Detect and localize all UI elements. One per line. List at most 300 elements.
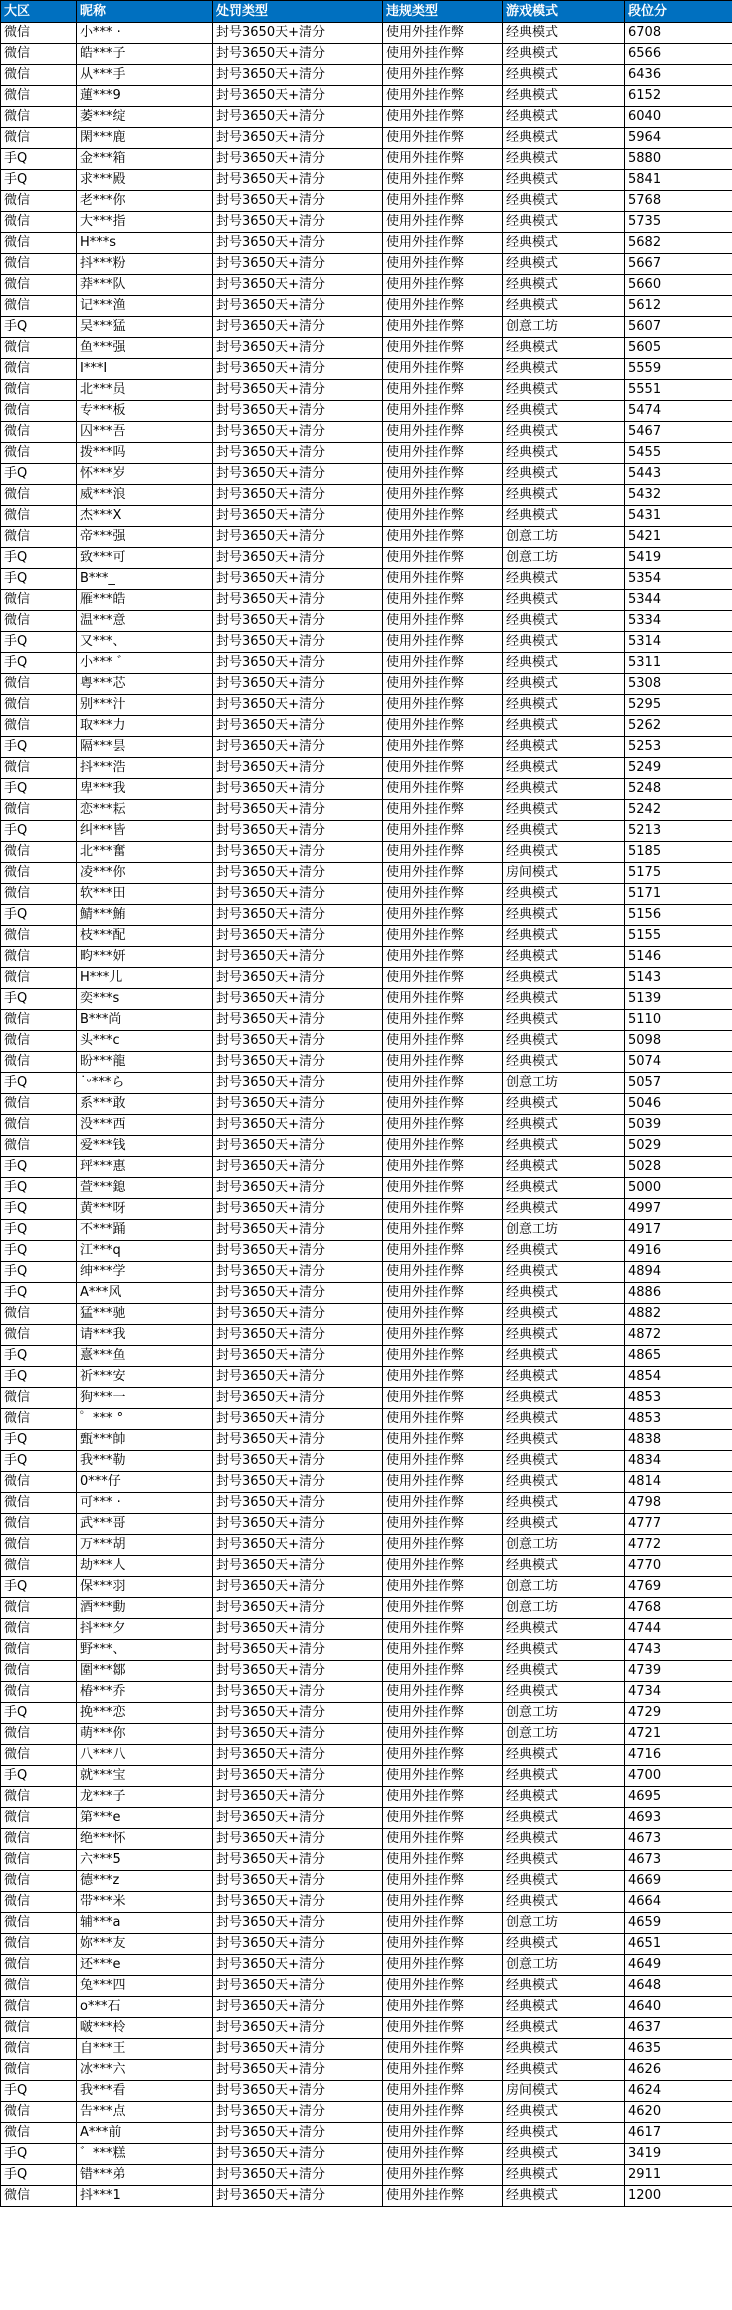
- cell-penalty: 封号3650天+清分: [213, 212, 383, 233]
- table-row: [1, 1073, 732, 1094]
- table-row: [1, 1241, 732, 1262]
- cell-region: 手Q: [1, 779, 77, 800]
- cell-mode: 经典模式: [503, 1661, 625, 1682]
- cell-nickname: 取***力: [77, 716, 213, 737]
- cell-rank-score: 5880: [625, 149, 732, 170]
- cell-violation: 使用外挂作弊: [383, 758, 503, 779]
- cell-rank-score: 4721: [625, 1724, 732, 1745]
- cell-region: 微信: [1, 1724, 77, 1745]
- table-row: [1, 569, 732, 590]
- cell-nickname: 拨***吗: [77, 443, 213, 464]
- cell-nickname: 威***浪: [77, 485, 213, 506]
- table-row: [1, 107, 732, 128]
- cell-mode: 经典模式: [503, 23, 625, 44]
- cell-region: 手Q: [1, 1703, 77, 1724]
- cell-nickname: 抖***夕: [77, 1619, 213, 1640]
- cell-region: 微信: [1, 1136, 77, 1157]
- cell-nickname: 皓***子: [77, 44, 213, 65]
- table-row: [1, 2165, 732, 2186]
- cell-rank-score: 5155: [625, 926, 732, 947]
- cell-region: 微信: [1, 506, 77, 527]
- cell-region: 手Q: [1, 653, 77, 674]
- cell-region: 微信: [1, 1745, 77, 1766]
- cell-penalty: 封号3650天+清分: [213, 1745, 383, 1766]
- cell-penalty: 封号3650天+清分: [213, 716, 383, 737]
- cell-nickname: 0***仔: [77, 1472, 213, 1493]
- cell-mode: 经典模式: [503, 737, 625, 758]
- cell-rank-score: 5964: [625, 128, 732, 149]
- cell-mode: 经典模式: [503, 1241, 625, 1262]
- cell-mode: 经典模式: [503, 149, 625, 170]
- table-row: [1, 947, 732, 968]
- table-row: [1, 1115, 732, 1136]
- cell-violation: 使用外挂作弊: [383, 422, 503, 443]
- table-row: [1, 1010, 732, 1031]
- table-row: [1, 380, 732, 401]
- cell-nickname: 萱***鎴: [77, 1178, 213, 1199]
- cell-region: 微信: [1, 1115, 77, 1136]
- cell-nickname: 爱***钱: [77, 1136, 213, 1157]
- cell-region: 微信: [1, 23, 77, 44]
- table-row: [1, 1808, 732, 1829]
- cell-violation: 使用外挂作弊: [383, 1052, 503, 1073]
- cell-mode: 经典模式: [503, 800, 625, 821]
- cell-penalty: 封号3650天+清分: [213, 1535, 383, 1556]
- cell-region: 微信: [1, 107, 77, 128]
- table-row: [1, 1871, 732, 1892]
- table-row: [1, 2018, 732, 2039]
- cell-rank-score: 5311: [625, 653, 732, 674]
- cell-region: 微信: [1, 1955, 77, 1976]
- cell-region: 手Q: [1, 737, 77, 758]
- cell-mode: 经典模式: [503, 1430, 625, 1451]
- cell-region: 微信: [1, 296, 77, 317]
- cell-region: 微信: [1, 1619, 77, 1640]
- cell-rank-score: 4814: [625, 1472, 732, 1493]
- cell-region: 微信: [1, 65, 77, 86]
- cell-region: 手Q: [1, 317, 77, 338]
- cell-penalty: 封号3650天+清分: [213, 800, 383, 821]
- cell-penalty: 封号3650天+清分: [213, 2144, 383, 2165]
- cell-mode: 经典模式: [503, 1787, 625, 1808]
- cell-violation: 使用外挂作弊: [383, 863, 503, 884]
- cell-rank-score: 5474: [625, 401, 732, 422]
- cell-rank-score: 4853: [625, 1388, 732, 1409]
- cell-penalty: 封号3650天+清分: [213, 758, 383, 779]
- cell-penalty: 封号3650天+清分: [213, 1682, 383, 1703]
- cell-mode: 经典模式: [503, 275, 625, 296]
- cell-rank-score: 5455: [625, 443, 732, 464]
- cell-penalty: 封号3650天+清分: [213, 1262, 383, 1283]
- cell-rank-score: 5559: [625, 359, 732, 380]
- cell-nickname: 凌***你: [77, 863, 213, 884]
- cell-violation: 使用外挂作弊: [383, 1703, 503, 1724]
- cell-region: 手Q: [1, 2081, 77, 2102]
- cell-mode: 经典模式: [503, 1010, 625, 1031]
- cell-region: 微信: [1, 1535, 77, 1556]
- cell-region: 手Q: [1, 1220, 77, 1241]
- cell-mode: 经典模式: [503, 716, 625, 737]
- cell-violation: 使用外挂作弊: [383, 1094, 503, 1115]
- cell-rank-score: 4872: [625, 1325, 732, 1346]
- table-row: [1, 191, 732, 212]
- cell-mode: 经典模式: [503, 212, 625, 233]
- cell-region: 微信: [1, 2060, 77, 2081]
- cell-rank-score: 5467: [625, 422, 732, 443]
- cell-rank-score: 5143: [625, 968, 732, 989]
- cell-penalty: 封号3650天+清分: [213, 842, 383, 863]
- cell-nickname: 小*** ゛: [77, 653, 213, 674]
- cell-rank-score: 4673: [625, 1829, 732, 1850]
- cell-penalty: 封号3650天+清分: [213, 170, 383, 191]
- table-row: [1, 1829, 732, 1850]
- cell-rank-score: 6566: [625, 44, 732, 65]
- cell-region: 微信: [1, 1682, 77, 1703]
- table-row: [1, 44, 732, 65]
- cell-region: 手Q: [1, 1073, 77, 1094]
- cell-penalty: 封号3650天+清分: [213, 254, 383, 275]
- cell-mode: 经典模式: [503, 1409, 625, 1430]
- cell-rank-score: 1200: [625, 2186, 732, 2207]
- cell-region: 微信: [1, 128, 77, 149]
- table-row: [1, 1409, 732, 1430]
- cell-mode: 经典模式: [503, 380, 625, 401]
- cell-region: 微信: [1, 212, 77, 233]
- table-row: [1, 254, 732, 275]
- cell-rank-score: 5028: [625, 1157, 732, 1178]
- cell-nickname: 枝***配: [77, 926, 213, 947]
- cell-region: 微信: [1, 611, 77, 632]
- cell-region: 手Q: [1, 1430, 77, 1451]
- table-row: [1, 317, 732, 338]
- cell-penalty: 封号3650天+清分: [213, 2186, 383, 2207]
- table-row: [1, 359, 732, 380]
- cell-mode: 经典模式: [503, 884, 625, 905]
- cell-mode: 经典模式: [503, 1514, 625, 1535]
- cell-penalty: 封号3650天+清分: [213, 1220, 383, 1241]
- cell-nickname: 错***弟: [77, 2165, 213, 2186]
- table-row: [1, 1325, 732, 1346]
- cell-violation: 使用外挂作弊: [383, 800, 503, 821]
- cell-violation: 使用外挂作弊: [383, 1010, 503, 1031]
- cell-region: 手Q: [1, 149, 77, 170]
- cell-mode: 经典模式: [503, 191, 625, 212]
- cell-violation: 使用外挂作弊: [383, 443, 503, 464]
- table-row: [1, 884, 732, 905]
- cell-nickname: 六***5: [77, 1850, 213, 1871]
- cell-violation: 使用外挂作弊: [383, 1766, 503, 1787]
- cell-penalty: 封号3650天+清分: [213, 653, 383, 674]
- cell-penalty: 封号3650天+清分: [213, 1724, 383, 1745]
- table-row: [1, 758, 732, 779]
- table-row: [1, 527, 732, 548]
- cell-violation: 使用外挂作弊: [383, 1388, 503, 1409]
- cell-rank-score: 4620: [625, 2102, 732, 2123]
- cell-violation: 使用外挂作弊: [383, 86, 503, 107]
- cell-region: 微信: [1, 2102, 77, 2123]
- cell-nickname: 畇***妍: [77, 947, 213, 968]
- cell-nickname: 致***可: [77, 548, 213, 569]
- cell-violation: 使用外挂作弊: [383, 842, 503, 863]
- cell-region: 微信: [1, 758, 77, 779]
- cell-nickname: 酒***動: [77, 1598, 213, 1619]
- cell-penalty: 封号3650天+清分: [213, 989, 383, 1010]
- cell-violation: 使用外挂作弊: [383, 401, 503, 422]
- table-row: [1, 842, 732, 863]
- cell-mode: 经典模式: [503, 2186, 625, 2207]
- cell-nickname: 还***e: [77, 1955, 213, 1976]
- cell-violation: 使用外挂作弊: [383, 968, 503, 989]
- cell-region: 微信: [1, 1493, 77, 1514]
- cell-penalty: 封号3650天+清分: [213, 338, 383, 359]
- cell-rank-score: 5139: [625, 989, 732, 1010]
- cell-penalty: 封号3650天+清分: [213, 317, 383, 338]
- cell-nickname: 老***你: [77, 191, 213, 212]
- cell-rank-score: 5443: [625, 464, 732, 485]
- cell-penalty: 封号3650天+清分: [213, 1157, 383, 1178]
- table-row: [1, 443, 732, 464]
- cell-violation: 使用外挂作弊: [383, 1997, 503, 2018]
- cell-nickname: 记***渔: [77, 296, 213, 317]
- cell-nickname: A***风: [77, 1283, 213, 1304]
- cell-region: 微信: [1, 842, 77, 863]
- cell-penalty: 封号3650天+清分: [213, 191, 383, 212]
- cell-violation: 使用外挂作弊: [383, 1577, 503, 1598]
- cell-nickname: I***I: [77, 359, 213, 380]
- col-header-penalty: 处罚类型: [213, 1, 383, 23]
- cell-violation: 使用外挂作弊: [383, 1913, 503, 1934]
- table-row: [1, 1157, 732, 1178]
- cell-rank-score: 4637: [625, 2018, 732, 2039]
- cell-rank-score: 4659: [625, 1913, 732, 1934]
- table-row: [1, 464, 732, 485]
- cell-rank-score: 5242: [625, 800, 732, 821]
- cell-penalty: 封号3650天+清分: [213, 44, 383, 65]
- cell-mode: 经典模式: [503, 359, 625, 380]
- cell-region: 微信: [1, 2186, 77, 2207]
- cell-violation: 使用外挂作弊: [383, 1871, 503, 1892]
- table-row: [1, 548, 732, 569]
- cell-nickname: 吴***猛: [77, 317, 213, 338]
- cell-region: 微信: [1, 1304, 77, 1325]
- table-row: [1, 1997, 732, 2018]
- cell-mode: 经典模式: [503, 506, 625, 527]
- table-row: [1, 1892, 732, 1913]
- cell-nickname: 萎***绽: [77, 107, 213, 128]
- table-row: [1, 1472, 732, 1493]
- cell-region: 微信: [1, 44, 77, 65]
- cell-penalty: 封号3650天+清分: [213, 1808, 383, 1829]
- cell-region: 微信: [1, 1892, 77, 1913]
- cell-violation: 使用外挂作弊: [383, 23, 503, 44]
- table-row: [1, 86, 732, 107]
- cell-rank-score: 5551: [625, 380, 732, 401]
- table-row: [1, 1682, 732, 1703]
- cell-mode: 经典模式: [503, 1346, 625, 1367]
- cell-violation: 使用外挂作弊: [383, 359, 503, 380]
- cell-penalty: 封号3650天+清分: [213, 2102, 383, 2123]
- cell-mode: 经典模式: [503, 1766, 625, 1787]
- table-row: [1, 1661, 732, 1682]
- cell-nickname: 猛***驰: [77, 1304, 213, 1325]
- cell-region: 微信: [1, 233, 77, 254]
- cell-nickname: 温***意: [77, 611, 213, 632]
- cell-region: 手Q: [1, 1367, 77, 1388]
- cell-mode: 经典模式: [503, 422, 625, 443]
- cell-rank-score: 4917: [625, 1220, 732, 1241]
- table-row: [1, 338, 732, 359]
- cell-nickname: ˙ᵕ***ら: [77, 1073, 213, 1094]
- cell-penalty: 封号3650天+清分: [213, 1598, 383, 1619]
- cell-nickname: 圍***鄒: [77, 1661, 213, 1682]
- cell-mode: 经典模式: [503, 1178, 625, 1199]
- cell-violation: 使用外挂作弊: [383, 1850, 503, 1871]
- cell-penalty: 封号3650天+清分: [213, 737, 383, 758]
- cell-penalty: 封号3650天+清分: [213, 1913, 383, 1934]
- table-row: [1, 1850, 732, 1871]
- cell-region: 手Q: [1, 1199, 77, 1220]
- cell-nickname: 挽***恋: [77, 1703, 213, 1724]
- cell-mode: 经典模式: [503, 695, 625, 716]
- cell-mode: 经典模式: [503, 611, 625, 632]
- cell-penalty: 封号3650天+清分: [213, 1787, 383, 1808]
- cell-violation: 使用外挂作弊: [383, 569, 503, 590]
- cell-violation: 使用外挂作弊: [383, 821, 503, 842]
- cell-rank-score: 4673: [625, 1850, 732, 1871]
- cell-violation: 使用外挂作弊: [383, 1745, 503, 1766]
- cell-rank-score: 4739: [625, 1661, 732, 1682]
- cell-region: 微信: [1, 1976, 77, 1997]
- cell-rank-score: 5046: [625, 1094, 732, 1115]
- cell-region: 微信: [1, 1052, 77, 1073]
- cell-violation: 使用外挂作弊: [383, 1724, 503, 1745]
- cell-violation: 使用外挂作弊: [383, 1829, 503, 1850]
- cell-rank-score: 4729: [625, 1703, 732, 1724]
- cell-penalty: 封号3650天+清分: [213, 1556, 383, 1577]
- cell-mode: 经典模式: [503, 401, 625, 422]
- cell-nickname: 鱼***强: [77, 338, 213, 359]
- cell-penalty: 封号3650天+清分: [213, 485, 383, 506]
- table-row: [1, 1745, 732, 1766]
- cell-rank-score: 4700: [625, 1766, 732, 1787]
- cell-mode: 经典模式: [503, 1094, 625, 1115]
- cell-mode: 创意工坊: [503, 317, 625, 338]
- cell-rank-score: 4648: [625, 1976, 732, 1997]
- cell-region: 微信: [1, 1010, 77, 1031]
- cell-rank-score: 6436: [625, 65, 732, 86]
- cell-violation: 使用外挂作弊: [383, 1115, 503, 1136]
- cell-mode: 经典模式: [503, 1157, 625, 1178]
- cell-penalty: 封号3650天+清分: [213, 1199, 383, 1220]
- cell-mode: 经典模式: [503, 1829, 625, 1850]
- cell-mode: 房间模式: [503, 863, 625, 884]
- cell-rank-score: 5171: [625, 884, 732, 905]
- cell-penalty: 封号3650天+清分: [213, 1094, 383, 1115]
- cell-violation: 使用外挂作弊: [383, 128, 503, 149]
- cell-nickname: 小*** ·: [77, 23, 213, 44]
- cell-penalty: 封号3650天+清分: [213, 1178, 383, 1199]
- cell-rank-score: 3419: [625, 2144, 732, 2165]
- table-row: [1, 1451, 732, 1472]
- cell-nickname: 八***八: [77, 1745, 213, 1766]
- cell-mode: 经典模式: [503, 2123, 625, 2144]
- cell-mode: 经典模式: [503, 926, 625, 947]
- cell-region: 微信: [1, 1913, 77, 1934]
- cell-penalty: 封号3650天+清分: [213, 1619, 383, 1640]
- cell-penalty: 封号3650天+清分: [213, 926, 383, 947]
- cell-nickname: 专***板: [77, 401, 213, 422]
- cell-violation: 使用外挂作弊: [383, 296, 503, 317]
- cell-mode: 创意工坊: [503, 1955, 625, 1976]
- cell-penalty: 封号3650天+清分: [213, 1976, 383, 1997]
- cell-nickname: 蓮***9: [77, 86, 213, 107]
- table-row: [1, 65, 732, 86]
- cell-region: 微信: [1, 1871, 77, 1892]
- table-row: [1, 695, 732, 716]
- cell-region: 手Q: [1, 1577, 77, 1598]
- cell-violation: 使用外挂作弊: [383, 2102, 503, 2123]
- cell-region: 微信: [1, 2123, 77, 2144]
- cell-rank-score: 5156: [625, 905, 732, 926]
- cell-violation: 使用外挂作弊: [383, 1598, 503, 1619]
- table-row: [1, 1577, 732, 1598]
- cell-violation: 使用外挂作弊: [383, 1031, 503, 1052]
- table-row: [1, 863, 732, 884]
- cell-violation: 使用外挂作弊: [383, 1556, 503, 1577]
- table-row: [1, 1598, 732, 1619]
- cell-region: 微信: [1, 1409, 77, 1430]
- cell-violation: 使用外挂作弊: [383, 1262, 503, 1283]
- cell-nickname: 杰***X: [77, 506, 213, 527]
- cell-rank-score: 4669: [625, 1871, 732, 1892]
- cell-rank-score: 5607: [625, 317, 732, 338]
- table-row: [1, 1913, 732, 1934]
- cell-violation: 使用外挂作弊: [383, 1325, 503, 1346]
- cell-rank-score: 5000: [625, 1178, 732, 1199]
- cell-penalty: 封号3650天+清分: [213, 1850, 383, 1871]
- cell-penalty: 封号3650天+清分: [213, 1031, 383, 1052]
- cell-rank-score: 4997: [625, 1199, 732, 1220]
- table-row: [1, 926, 732, 947]
- cell-region: 手Q: [1, 1262, 77, 1283]
- cell-penalty: 封号3650天+清分: [213, 821, 383, 842]
- cell-mode: 经典模式: [503, 1556, 625, 1577]
- cell-mode: 经典模式: [503, 1052, 625, 1073]
- cell-violation: 使用外挂作弊: [383, 1241, 503, 1262]
- cell-region: 微信: [1, 1094, 77, 1115]
- cell-penalty: 封号3650天+清分: [213, 527, 383, 548]
- cell-nickname: 怀***岁: [77, 464, 213, 485]
- cell-region: 手Q: [1, 548, 77, 569]
- cell-rank-score: 5308: [625, 674, 732, 695]
- cell-violation: 使用外挂作弊: [383, 44, 503, 65]
- cell-rank-score: 4798: [625, 1493, 732, 1514]
- table-row: [1, 1220, 732, 1241]
- cell-region: 微信: [1, 1661, 77, 1682]
- table-row: [1, 1640, 732, 1661]
- cell-rank-score: 5185: [625, 842, 732, 863]
- cell-mode: 经典模式: [503, 170, 625, 191]
- cell-region: 手Q: [1, 2144, 77, 2165]
- cell-rank-score: 4886: [625, 1283, 732, 1304]
- cell-region: 微信: [1, 590, 77, 611]
- table-row: [1, 1787, 732, 1808]
- cell-violation: 使用外挂作弊: [383, 653, 503, 674]
- cell-violation: 使用外挂作弊: [383, 695, 503, 716]
- cell-nickname: 就***宝: [77, 1766, 213, 1787]
- cell-violation: 使用外挂作弊: [383, 464, 503, 485]
- cell-violation: 使用外挂作弊: [383, 947, 503, 968]
